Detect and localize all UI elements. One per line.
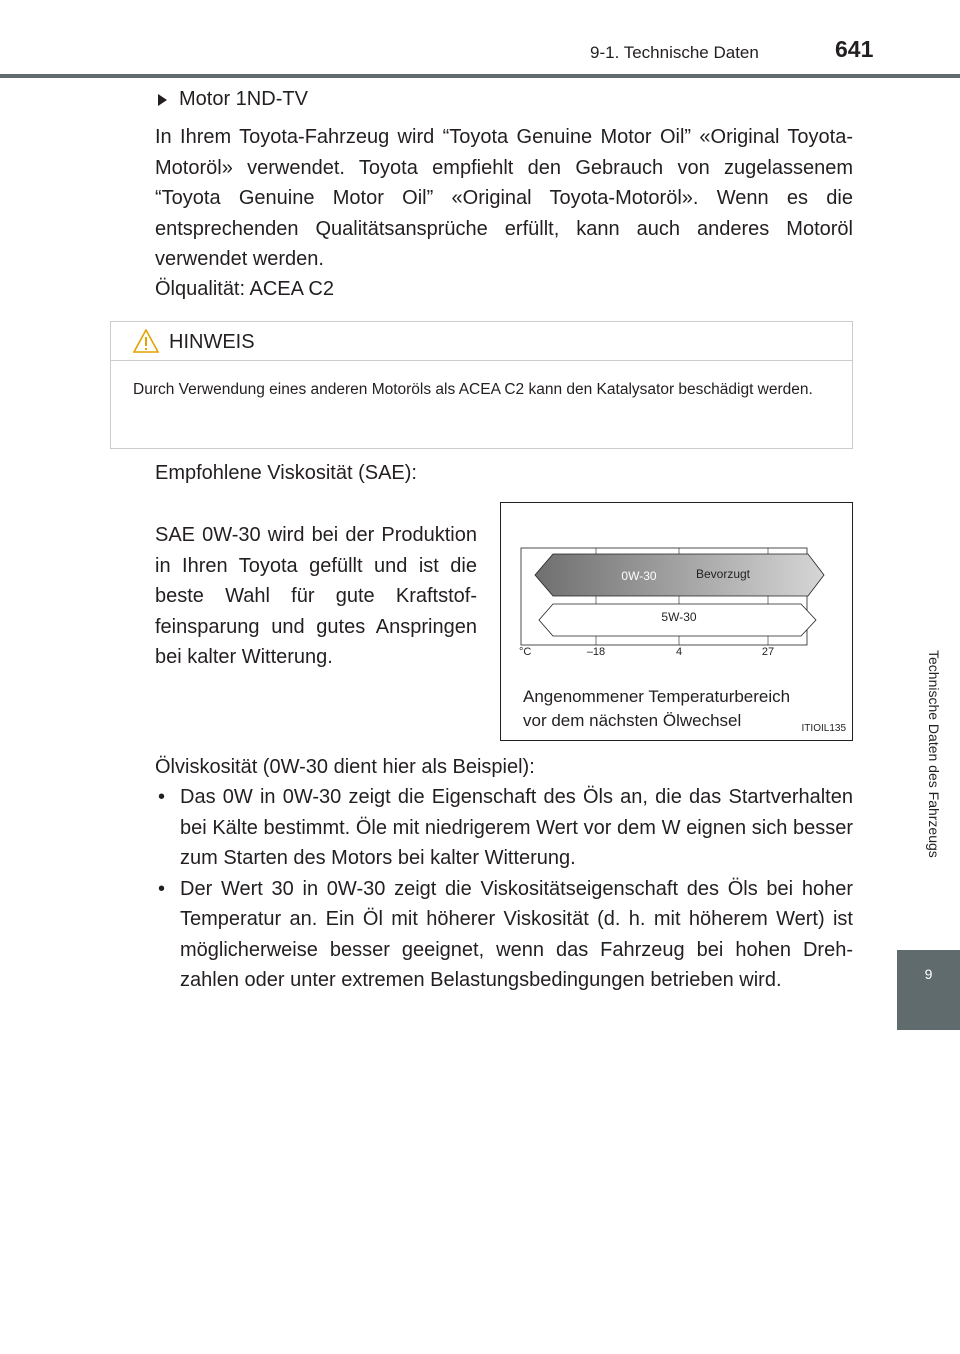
axis-tick: 27 [761,646,775,658]
example-heading-block [155,752,853,783]
viscosity-text-block [155,520,477,673]
viscosity-bullet-list [155,782,853,996]
bar1-label: 0W-30 [621,569,657,583]
oil-quality-block [155,274,853,305]
oil-0w30-bar [535,554,824,596]
figure-caption-line: Angenommener Temperaturbereich [523,687,791,706]
page-number: 641 [835,36,874,62]
example-heading: Ölviskosität (0W-30 dient hier als Beispiel): [155,756,535,778]
notice-title: HINWEIS [169,331,255,353]
intro-paragraph-block [155,122,853,275]
axis-unit: °C [519,646,532,658]
bar1-tag: Bevorzugt [695,567,751,581]
figure-id: ITIOIL135 [801,723,846,734]
chapter-tab [897,950,960,1030]
list-item [155,782,853,874]
engine-heading [158,88,308,111]
bullet-dot: • [158,877,166,900]
notice-text: Durch Verwendung eines anderen Motoröls als ACEA C2 kann den Katalysator beschädigt werden. [133,381,813,398]
viscosity-heading: Empfohlene Viskosität (SAE): [155,462,417,484]
list-item [155,874,853,996]
figure-caption-line: vor dem nächsten Ölwechsel [523,711,742,730]
notice-box [110,321,853,449]
viscosity-figure [500,502,853,741]
viscosity-heading-block [155,458,853,489]
axis-tick: –18 [586,646,606,658]
bar2-label: 5W-30 [661,610,697,624]
axis-tick: 4 [675,646,683,658]
list-item-text: Der Wert 30 in 0W-30 zeigt die Viskositätseigenschaft des Öls bei hoher Temperatur an. Ein Öl mit höherer Viskosität (d. h. mit höherem Wert) ist möglicherweise besser geeignet, wenn das Fahrzeug bei hohen Drehzahlen oder unter extremen Belastungsbedingungen betrieben wird. [180,877,853,991]
viscosity-text: SAE 0W-30 wird bei der Produktion in Ihren Toyota gefüllt und ist die beste Wahl für gute Kraftstoffeinsparung und gutes Anspringen bei kalter Witterung. [155,524,477,668]
warning-icon [133,329,159,353]
chapter-tab-number: 9 [924,966,933,982]
running-header-section: 9-1. Technische Daten [590,43,759,62]
intro-paragraph: In Ihrem Toyota-Fahrzeug wird “Toyota Genuine Motor Oil” «Original Toyota-Motoröl» verwendet. Toyota empfiehlt den Gebrauch von zugelassenem “Toyota Genuine Motor Oil” «Original Toyota-Motoröl». Wenn es die entsprechenden Qualitätsansprüche erfüllt, kann auch anderes Motoröl verwendet werden. [155,126,853,270]
list-item-text: Das 0W in 0W-30 zeigt die Eigenschaft des Öls an, die das Startverhalten bei Kälte bestimmt. Öle mit niedrigerem Wert vor dem W eignen sich besser zum Starten des Motors bei kalter Witterung. [180,786,853,869]
engine-heading-text: Motor 1ND-TV [179,88,308,110]
header-rule [0,74,960,78]
triangle-bullet-icon [158,94,167,106]
side-tab-label: Technische Daten des Fahrzeugs [926,650,942,858]
figure-caption [523,685,790,733]
notice-header [111,322,852,361]
oil-quality: Ölqualität: ACEA C2 [155,278,334,300]
bullet-dot: • [158,786,166,808]
